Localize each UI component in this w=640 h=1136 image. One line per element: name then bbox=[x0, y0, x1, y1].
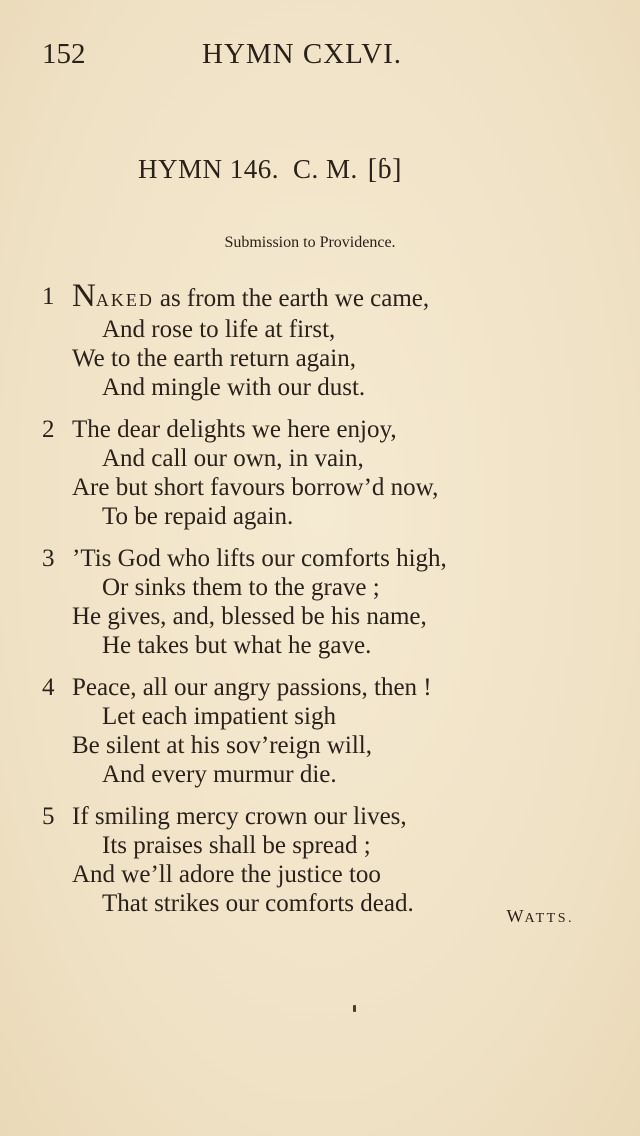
ink-speck bbox=[353, 1005, 356, 1012]
verse-line: He gives, and, blessed be his name, bbox=[72, 603, 427, 630]
verse-line: Its praises shall be spread ; bbox=[102, 832, 371, 859]
verse-line: And rose to life at first, bbox=[102, 316, 336, 343]
verse-line: The dear delights we here enjoy, bbox=[72, 416, 397, 443]
hymn-meter: C. M. bbox=[293, 154, 358, 184]
verse-line: And every murmur die. bbox=[102, 761, 337, 788]
stanza-number: 4 bbox=[42, 674, 55, 701]
stanza-number: 1 bbox=[42, 283, 55, 310]
stanza-number: 3 bbox=[42, 545, 55, 572]
verse-line: Or sinks them to the grave ; bbox=[102, 574, 380, 601]
small-caps-word: AKED bbox=[95, 290, 154, 310]
author-initial: W bbox=[506, 906, 525, 926]
verse-line: That strikes our comforts dead. bbox=[102, 890, 414, 917]
verse-line: Are but short favours borrow’d now, bbox=[72, 474, 439, 501]
drop-cap: N bbox=[72, 278, 96, 314]
verse-line: If smiling mercy crown our lives, bbox=[72, 803, 407, 830]
stanza-3 bbox=[42, 544, 602, 660]
running-title: HYMN CXLVI. bbox=[202, 38, 403, 70]
stanzas bbox=[42, 278, 602, 931]
verse-line-text: as from the earth we came, bbox=[159, 285, 430, 312]
hymn-heading bbox=[138, 154, 402, 186]
verse-line: We to the earth return again, bbox=[72, 345, 356, 372]
verse-line: To be repaid again. bbox=[102, 503, 294, 530]
verse-line: Let each impatient sigh bbox=[102, 703, 336, 730]
stanza-number: 5 bbox=[42, 803, 55, 830]
stanza-5 bbox=[42, 802, 602, 918]
stanza-number: 2 bbox=[42, 416, 55, 443]
verse-line: And we’ll adore the justice too bbox=[72, 861, 381, 888]
tune-mark: [ɓ] bbox=[367, 154, 402, 185]
verse-line: Be silent at his sov’reign will, bbox=[72, 732, 372, 759]
hymn-number: HYMN 146. bbox=[138, 154, 280, 184]
verse-line: ’Tis God who lifts our comforts high, bbox=[72, 545, 447, 572]
verse-line bbox=[42, 278, 602, 315]
hymn-subtitle: Submission to Providence. bbox=[224, 234, 396, 251]
verse-line: And call our own, in vain, bbox=[102, 445, 364, 472]
verse-line: And mingle with our dust. bbox=[102, 374, 366, 401]
stanza-2 bbox=[42, 415, 602, 531]
author-rest: ATTS. bbox=[524, 911, 574, 926]
running-head bbox=[42, 38, 580, 74]
verse-line: He takes but what he gave. bbox=[102, 632, 372, 659]
author-attribution bbox=[507, 906, 574, 927]
verse-line: Peace, all our angry passions, then ! bbox=[72, 674, 432, 701]
stanza-4 bbox=[42, 673, 602, 789]
page-number: 152 bbox=[42, 38, 86, 70]
stanza-1 bbox=[42, 278, 602, 402]
